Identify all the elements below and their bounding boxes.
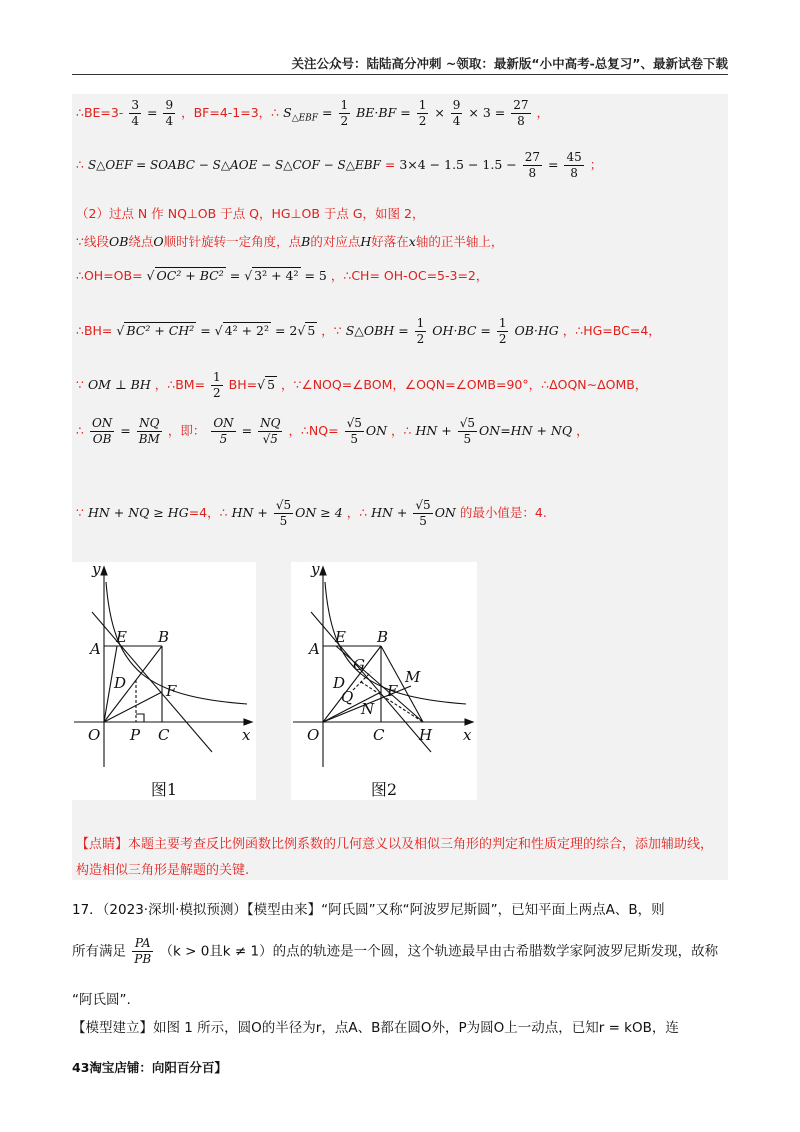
text: 绕点 <box>128 234 154 249</box>
text: 所有满足 <box>72 943 126 960</box>
text: ∴BH= <box>76 323 113 338</box>
num: 9 <box>165 98 174 112</box>
label-G: G <box>353 656 365 674</box>
text: 的最小值是：4. <box>459 505 547 520</box>
label-M: M <box>405 668 421 686</box>
label-D: D <box>114 674 127 692</box>
fraction <box>274 498 293 529</box>
text: S△OBH = <box>345 323 409 338</box>
den: 2 <box>340 114 349 128</box>
text: 轴的正半轴上， <box>415 234 504 249</box>
solution-line-4 <box>76 232 724 250</box>
page-footer: 43淘宝店铺：向阳百分百】 <box>72 1060 227 1075</box>
figure-1 <box>72 562 256 800</box>
num: 1 <box>498 316 507 330</box>
radicand: 5 <box>307 323 316 338</box>
label-C: C <box>373 726 385 744</box>
fraction <box>211 370 223 401</box>
num: NQ <box>137 416 162 432</box>
fraction <box>137 416 162 447</box>
text: 好落在 <box>371 234 409 249</box>
num: 1 <box>416 316 425 330</box>
num: PA <box>132 936 153 952</box>
fraction <box>345 416 364 447</box>
text: HN + <box>371 505 408 520</box>
label-x: x <box>463 726 472 744</box>
text: ，∴NQ= <box>288 423 339 438</box>
fraction <box>211 416 235 447</box>
fraction <box>458 416 477 447</box>
x-arrow <box>244 719 252 725</box>
fraction <box>132 936 153 967</box>
text: HN + <box>231 505 268 520</box>
text: ，∴CH= OH-OC=5-3=2， <box>330 268 489 283</box>
text: = <box>196 323 215 338</box>
text: = 5 <box>300 268 327 283</box>
text: × 3 = <box>468 105 506 120</box>
text: = <box>548 157 559 172</box>
fraction <box>451 98 463 129</box>
y-arrow <box>101 567 107 575</box>
label-Q: Q <box>341 688 354 706</box>
text: BE·BF = <box>356 105 411 120</box>
num: 3 <box>131 98 139 112</box>
text: ， <box>576 423 589 438</box>
text: = <box>322 105 333 120</box>
den: 5 <box>350 432 359 446</box>
x-arrow <box>465 719 473 725</box>
sqrt: √ 4² + 2² <box>214 323 269 338</box>
fraction <box>90 416 114 447</box>
problem-line-3: “阿氏圆”. <box>72 992 131 1008</box>
den: PB <box>134 952 152 966</box>
num: 27 <box>524 150 541 164</box>
key-point-note <box>76 832 724 884</box>
text: ，∵ <box>321 323 342 338</box>
den: 4 <box>165 114 174 128</box>
figure-2-diagram <box>291 562 477 772</box>
den: 4 <box>131 114 139 128</box>
num: 45 <box>566 150 582 164</box>
den: 2 <box>213 386 221 400</box>
fraction <box>511 98 530 129</box>
radicand: BC² + CH² <box>126 323 195 338</box>
text: × <box>434 105 445 120</box>
text: ，∵∠NOQ=∠BOM，∠OQN=∠OMB=90°，∴ΔOQN∼ΔOMB， <box>281 377 648 392</box>
y-arrow <box>320 567 326 575</box>
text: OM ⊥ BH <box>87 377 151 392</box>
text: ， <box>536 105 550 120</box>
fraction <box>564 150 583 181</box>
text: = <box>120 423 131 438</box>
note-tag: 【点睛】 <box>76 837 129 852</box>
text: （k > 0且k ≠ 1）的点的轨迹是一个圆，这个轨迹最早由古希腊数学家阿波罗尼斯发现，故称 <box>159 943 719 960</box>
text: = <box>146 105 158 120</box>
figure-1-diagram <box>72 562 256 772</box>
label-O: O <box>88 726 101 744</box>
num: √5 <box>459 416 476 430</box>
text: 顺时针旋转一定角度，点 <box>163 234 302 249</box>
solution-line-8 <box>76 416 724 447</box>
den: 2 <box>418 114 427 128</box>
den: 8 <box>570 166 578 180</box>
label-y: y <box>92 562 101 578</box>
label-B: B <box>158 628 170 646</box>
text: △EBF <box>291 113 319 124</box>
text: S△OEF = SOABC − S△AOE − S△COF − S△EBF <box>87 158 381 172</box>
text: ∵线段 <box>76 234 109 249</box>
radicand: OC² + BC² <box>156 268 224 283</box>
text: = <box>384 157 396 172</box>
text: ON <box>434 505 456 520</box>
text: 的对应点 <box>310 234 361 249</box>
fraction <box>129 98 141 129</box>
num: ON <box>91 416 113 430</box>
text: ，∴ <box>346 505 368 520</box>
text: OH·BC = <box>432 323 491 338</box>
den: 8 <box>528 166 537 180</box>
label-A: A <box>90 640 101 658</box>
text: O <box>153 234 164 249</box>
den: 5 <box>419 514 427 528</box>
problem-line-4: 【模型建立】如图 1 所示，圆O的半径为r，点A、B都在圆O外，P为圆O上一动点，已知r = kOB，连 <box>72 1020 679 1036</box>
num: √5 <box>275 498 292 512</box>
label-y: y <box>311 562 320 578</box>
num: 1 <box>213 370 221 384</box>
sqrt: √ 5 <box>297 323 316 338</box>
figure-1-caption: 图1 <box>150 780 178 799</box>
num: 27 <box>513 98 529 112</box>
sqrt: √ 3² + 4² <box>244 268 299 283</box>
fraction <box>339 98 351 129</box>
radicand: 4² + 2² <box>224 323 269 338</box>
text: ON ≥ 4 <box>295 505 343 520</box>
text: = <box>241 423 253 438</box>
text: ∴ <box>76 423 84 438</box>
num: ON <box>213 416 234 430</box>
solution-line-9 <box>76 498 724 529</box>
problem-line-2 <box>72 936 728 967</box>
fraction <box>413 498 432 529</box>
text: ON=HN + NQ <box>479 423 573 438</box>
num: NQ <box>260 416 281 430</box>
line-EF <box>92 612 212 752</box>
text: 3×4 − 1.5 − 1.5 − <box>399 157 517 172</box>
den: BM <box>138 432 160 446</box>
text: B <box>301 234 311 249</box>
sqrt: √ 5 <box>257 377 276 392</box>
fraction <box>415 316 427 347</box>
solution-line-7 <box>76 370 724 401</box>
fraction <box>497 316 509 347</box>
den: OB <box>92 432 112 446</box>
den: 2 <box>498 332 507 346</box>
solution-line-2 <box>76 150 724 181</box>
fraction <box>417 98 429 129</box>
text: S <box>283 105 292 120</box>
label-F: F <box>166 682 177 700</box>
den: 4 <box>452 114 461 128</box>
figure-2-caption: 图2 <box>370 780 398 799</box>
solution-line-6 <box>76 316 724 347</box>
label-N: N <box>361 700 375 718</box>
num: √5 <box>415 498 431 512</box>
label-E: E <box>116 628 127 646</box>
label-E: E <box>335 628 346 646</box>
num: 1 <box>418 98 427 112</box>
label-A: A <box>309 640 320 658</box>
page-header: 关注公众号：陆陆高分冲刺 ~领取：最新版“小中高考-总复习”、最新试卷下载 <box>291 56 728 71</box>
label-F: F <box>387 682 398 700</box>
den: √5 <box>262 432 278 446</box>
den: 5 <box>219 432 228 446</box>
text: ∴ <box>76 157 84 172</box>
text: ∴OH=OB= <box>76 268 143 283</box>
den: 2 <box>416 332 425 346</box>
text: ∴BE=3- <box>76 105 124 120</box>
den: 5 <box>279 514 288 528</box>
fraction <box>163 98 175 129</box>
right-angle <box>136 714 144 722</box>
hyperbola <box>106 582 247 704</box>
num: √5 <box>346 416 362 430</box>
text: ，即： <box>167 423 206 438</box>
text: ，∴ <box>391 423 412 438</box>
text: HN + NQ ≥ HG <box>87 505 189 520</box>
den: 8 <box>517 114 525 128</box>
note-text: 本题主要考查反比例函数比例系数的几何意义以及相似三角形的判定和性质定理的综合，添加辅助线，构造相似三角形是解题的关键. <box>76 837 714 878</box>
fraction <box>523 150 542 181</box>
solution-box <box>72 94 728 880</box>
label-O: O <box>307 726 320 744</box>
sqrt: √ BC² + CH² <box>116 323 195 338</box>
text: ，BF=4-1=3，∴ <box>181 105 280 120</box>
text: ON <box>365 423 388 438</box>
label-H: H <box>419 726 433 744</box>
text: ； <box>589 157 603 172</box>
segment-OF <box>104 692 162 722</box>
sqrt: √ OC² + BC² <box>146 268 224 283</box>
text: = 2 <box>271 323 298 338</box>
text: HN + <box>415 423 452 438</box>
solution-line-5 <box>76 266 724 284</box>
text: BH= <box>228 377 258 392</box>
label-P: P <box>130 726 141 744</box>
solution-line-3: （2）过点 N 作 NQ⊥OB 于点 Q，HG⊥OB 于点 G，如图 2， <box>76 206 425 221</box>
text: OB <box>108 234 129 249</box>
label-B: B <box>377 628 389 646</box>
text: ∵ <box>76 505 84 520</box>
figure-2 <box>291 562 477 800</box>
text: ∵ <box>76 377 84 392</box>
text: ，∴BM= <box>154 377 206 392</box>
text: = <box>225 268 245 283</box>
problem-line-1: 17．（2023·深圳·模拟预测）【模型由来】“阿氏圆”又称“阿波罗尼斯圆”，已知平面上两点A、B，则 <box>72 902 665 918</box>
text: H <box>360 234 372 249</box>
radicand: 3² + 4² <box>254 268 299 283</box>
fraction <box>258 416 282 447</box>
label-C: C <box>158 726 170 744</box>
text: OB·HG <box>514 323 559 338</box>
label-D: D <box>333 674 346 692</box>
den: 5 <box>463 432 472 446</box>
radicand: 5 <box>267 377 276 392</box>
num: 1 <box>340 98 349 112</box>
label-x: x <box>242 726 251 744</box>
num: 9 <box>452 98 461 112</box>
text: =4，∴ <box>188 505 228 520</box>
text: ，∴HG=BC=4， <box>562 323 661 338</box>
text: x <box>408 234 416 249</box>
header-rule <box>72 74 728 75</box>
solution-line-1 <box>76 98 724 129</box>
